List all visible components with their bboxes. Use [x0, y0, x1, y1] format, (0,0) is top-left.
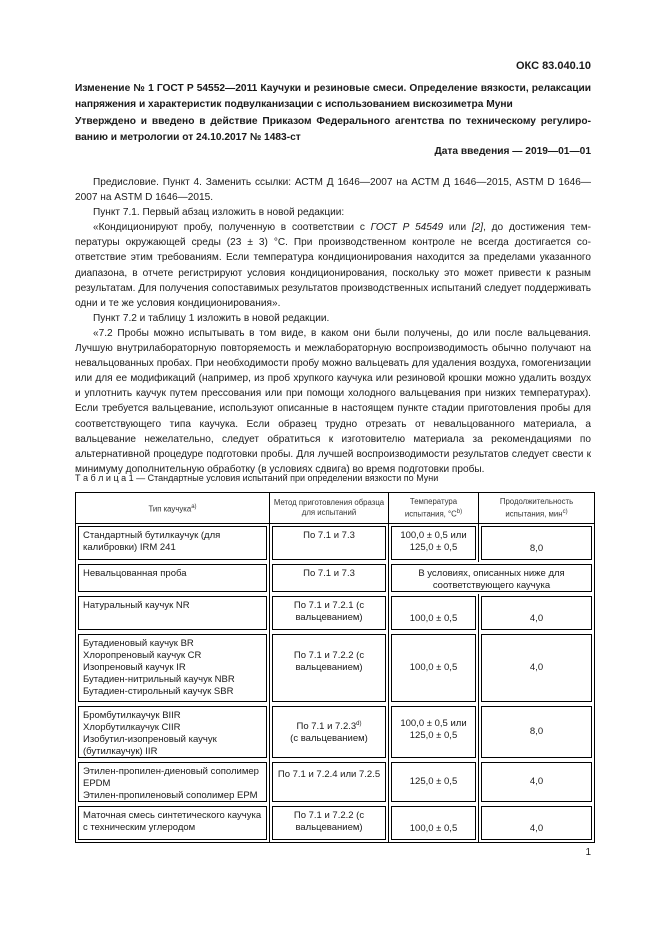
cell-temperature: 100,0 ± 0,5 — [391, 634, 476, 702]
cell-type: Стандартный бутилкаучук (для калибровки) IRM 241 — [78, 526, 267, 560]
cell-type — [78, 706, 267, 758]
cell-method — [272, 706, 386, 758]
approval-statement: Утверждено и введено в действие Приказом Федерального агентства по техническому регулированию и метрологии от 24.10.2017 № 1483-ст — [75, 116, 591, 143]
cell-method: По 7.1 и 7.2.4 или 7.2.5 — [272, 762, 386, 802]
header-method: Метод приготовления образца для испытаний — [270, 493, 389, 524]
cell-temperature: 100,0 ± 0,5 — [391, 806, 476, 840]
table-row — [76, 804, 595, 843]
method-text: (с вальцеванием) — [290, 733, 368, 745]
cell-method: По 7.1 и 7.2.1 (с вальцеванием) — [272, 596, 386, 630]
rubber-type-line: Этилен-пропиленовый сополимер EPM — [83, 790, 258, 801]
cell-duration: 4,0 — [481, 634, 592, 702]
table-label: Т а б л и ц а 1 — [75, 473, 134, 483]
paragraph-7-2-intro: Пункт 7.2 и таблицу 1 изложить в новой редакции. — [93, 312, 330, 324]
cell-duration: 4,0 — [481, 762, 592, 802]
paragraph-preface: Предисловие. Пункт 4. Заменить ссылки: АСТМ Д 1646—2007 на АСТМ Д 1646—2015, ASTM D 1646—2007 на ASTM D 1646—2015. — [75, 177, 591, 204]
text-span: «Кондиционируют пробу, полученную в соответствии с — [93, 222, 371, 234]
cell-type: Невальцованная проба — [78, 564, 267, 592]
paragraph-7-2-text: «7.2 Пробы можно испытывать в том виде, в каком они были получены, до или после вальцевания. Лучшую внутрилабораторную повторяемость и межлабораторную воспроизводимость обычно получают на невальцованных пробах. При необходимости пробу можно вальцевать для удаления воздуха, гомогенизации или для ее модификаций (например, из проб хрупкого каучука или резиновой крошки можно удалить воздух и уплотнить каучук путем прессования или при помощи холодного вальцевания при низких температурах). Если требуется вальцевание, используют описанные в настоящем пункте стадии приготовления пробы для соответствующего типа каучука. Если образец трудно отрезать от невальцованного материала, а вальцевание нежелательно, следует обратиться к изготовителю материала за рекомендациями по альтернативной процедуре подготовки пробы. Для лучшей воспроизводимости результатов следует свести к минимуму дополнительную обработку (в условиях сдвига) во время подготовки пробы. — [75, 327, 591, 475]
header-temperature — [389, 493, 479, 524]
table-row — [76, 760, 595, 804]
rubber-type-line: Изобутил-изопреновый каучук (бутилкаучук) IIR — [83, 734, 217, 757]
cell-temperature: 100,0 ± 0,5 — [391, 596, 476, 630]
rubber-type-line: Бутадиеновый каучук BR — [83, 638, 194, 649]
footnote-mark: c) — [562, 508, 568, 515]
cell-method: По 7.1 и 7.3 — [272, 564, 386, 592]
rubber-type-line: Хлоропреновый каучук CR — [83, 650, 202, 661]
footnote-mark: a) — [191, 503, 197, 510]
cell-duration: 4,0 — [481, 806, 592, 840]
paragraph-7-1-intro: Пункт 7.1. Первый абзац изложить в новой редакции: — [93, 207, 345, 219]
amendment-title: Изменение № 1 ГОСТ Р 54552—2011 Каучуки и резиновые смеси. Определение вязкости, релаксации напряжения и характеристик подвулканизации с использованием вискозиметра Муни — [75, 83, 591, 110]
reference-gost: ГОСТ Р 54549 — [370, 222, 444, 234]
cell-duration: 8,0 — [481, 526, 592, 560]
header-text: Температура испытания, °С — [404, 496, 458, 519]
rubber-type-line: Бутадиен-нитрильный каучук NBR — [83, 674, 235, 685]
table-row — [76, 632, 595, 704]
cell-type: Натуральный каучук NR — [78, 596, 267, 630]
cell-duration: 8,0 — [481, 706, 592, 758]
cell-method: По 7.1 и 7.2.2 (с вальцеванием) — [272, 806, 386, 840]
page-number: 1 — [585, 847, 591, 858]
classification-code: ОКС 83.040.10 — [515, 60, 591, 72]
effective-date: Дата введения — 2019—01—01 — [434, 146, 591, 157]
header-duration — [479, 493, 595, 524]
header-type — [76, 493, 270, 524]
method-text: По 7.1 и 7.2.3 — [296, 721, 357, 733]
table-row — [76, 594, 595, 632]
table-row — [76, 524, 595, 563]
reference-bibliography: [2] — [471, 222, 484, 234]
test-conditions-table — [75, 492, 595, 843]
rubber-type-line: Этилен-пропилен-диеновый сополимер EPDM — [83, 766, 259, 789]
rubber-type-line: Бутадиен-стирольный каучук SBR — [83, 686, 234, 697]
header-text: Тип каучука — [148, 504, 192, 514]
text-span: или — [443, 222, 472, 234]
rubber-type-line: Изопреновый каучук IR — [83, 662, 186, 673]
cell-type — [78, 762, 267, 802]
cell-type: Маточная смесь синтетического каучука с техническим углеродом — [78, 806, 267, 840]
table-title: — Стандартные условия испытаний при определении вязкости по Муни — [133, 473, 439, 483]
cell-method: По 7.1 и 7.2.2 (с вальцеванием) — [272, 634, 386, 702]
cell-method: По 7.1 и 7.3 — [272, 526, 386, 560]
cell-merged-conditions: В условиях, описанных ниже для соответствующего каучука — [391, 564, 592, 592]
table-caption — [75, 473, 438, 483]
footnote-mark: b) — [456, 508, 463, 515]
cell-type — [78, 634, 267, 702]
header-text: Продолжительность испытания, мин — [499, 496, 574, 519]
cell-temperature: 100,0 ± 0,5 или 125,0 ± 0,5 — [391, 706, 476, 758]
body-text — [75, 175, 591, 477]
cell-temperature: 125,0 ± 0,5 — [391, 762, 476, 802]
table-header-row — [76, 493, 595, 524]
table-row — [76, 704, 595, 760]
paragraph-7-1-text — [75, 220, 591, 311]
footnote-mark: d) — [356, 721, 362, 727]
text-span: , до достижения температуры окружающей среды (23 ± 3) °С. При производственном контроле не всегда достигается соответствие этим требованиям. Если температура кондиционирования находится за пределами указанного диапазона, в отчете регистрируют условия кондиционирования, поскольку это может привести к разным результатам. Для получения сопоставимых результатов производственных испытаний следует поддерживать одни и те же условия кондиционирования». — [75, 222, 592, 309]
cell-duration: 4,0 — [481, 596, 592, 630]
cell-temperature: 100,0 ± 0,5 или 125,0 ± 0,5 — [391, 526, 476, 560]
rubber-type-line: Хлорбутилкаучук CIIR — [83, 722, 181, 733]
table-row — [76, 562, 595, 594]
rubber-type-line: Бромбутилкаучук BIIR — [83, 710, 181, 721]
